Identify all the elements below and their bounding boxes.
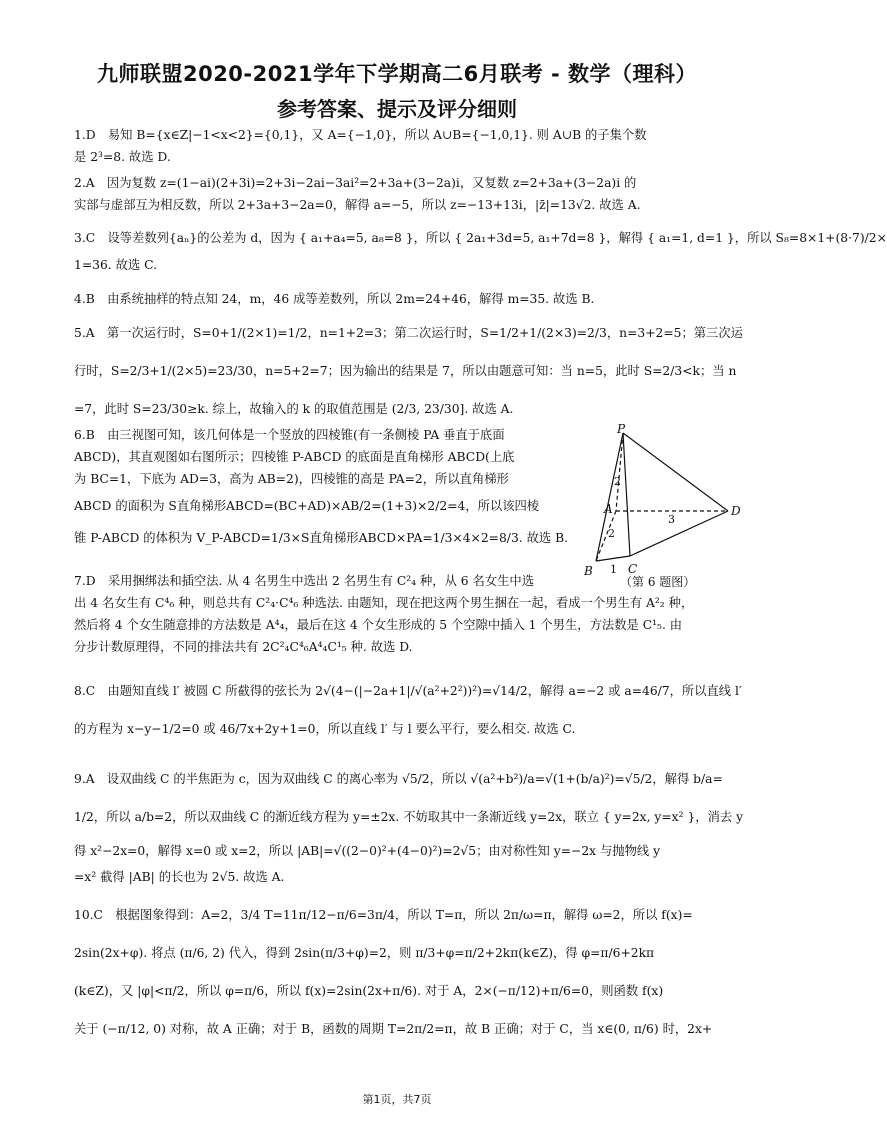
answer-line: 的方程为 x−y−1/2=0 或 46/7x+2y+1=0，所以直线 l′ 与 l 要么平行，要么相交. 故选 C. [74,722,576,736]
answer-line: 实部与虚部互为相反数，所以 2+3a+3−2a=0，解得 a=−5，所以 z=−13+13i，|z̄|=13√2. 故选 A. [74,198,641,212]
answer-6 [74,424,574,554]
answer-line: 是 2³=8. 故选 D. [74,150,171,164]
answer-line: 然后将 4 个女生随意排的方法数是 A⁴₄，最后在这 4 个女生形成的 5 个空隙中插入 1 个男生，方法数是 C¹₅. 由 [74,618,683,632]
answer-line: 3.C 设等差数列{aₙ}的公差为 d，因为 { a₁+a₄=5, a₈=8 }，所以 { 2a₁+3d=5, a₁+7d=8 }，解得 { a₁=1, d=1 }，所以 S₈=8×1+(8·7)/2× [74,231,887,245]
edge-bc [596,556,630,561]
label-ab-length: 2 [608,527,615,540]
answer-line: =x² 截得 |AB| 的长也为 2√5. 故选 A. [74,870,285,884]
answer-5 [74,314,743,428]
figure-caption: （第 6 题图） [620,575,696,589]
label-pa-length: 2 [614,475,621,488]
answer-line: (k∈Z)，又 |φ|<π/2，所以 φ=π/6，所以 f(x)=2sin(2x+π/6). 对于 A，2×(−π/12)+π/6=0，则函数 f(x) [74,984,664,998]
answer-line: 得 x²−2x=0，解得 x=0 或 x=2，所以 |AB|=√((2−0)²+(4−0)²)=2√5；由对称性知 y=−2x 与抛物线 y [74,844,661,858]
answer-9 [74,760,744,888]
answer-1 [74,124,730,168]
edge-pd [623,433,728,511]
edge-pc [623,433,630,556]
pyramid-figure [578,423,743,585]
page-subtitle: 参考答案、提示及评分细则 [277,97,517,121]
answer-line: 4.B 由系统抽样的特点知 24，m，46 成等差数列，所以 2m=24+46，解得 m=35. 故选 B. [74,292,595,306]
edge-pa [616,433,623,511]
answer-line: 5.A 第一次运行时，S=0+1/(2×1)=1/2，n=1+2=3；第二次运行时，S=1/2+1/(2×3)=2/3，n=3+2=5；第三次运 [74,326,743,340]
edge-cd [630,511,728,556]
answer-line: 8.C 由题知直线 l′ 被圆 C 所截得的弦长为 2√(4−(|−2a+1|/√(a²+2²))²)=√14/2，解得 a=−2 或 a=46/7，所以直线 l′ [74,684,742,698]
label-a: A [604,502,613,516]
label-p: P [617,422,626,436]
answer-3 [74,222,887,276]
answer-line: 10.C 根据图象得到：A=2，3/4 T=11π/12−π/6=3π/4，所以 T=π，所以 2π/ω=π，解得 ω=2，所以 f(x)= [74,908,693,922]
page-footer: 第1页，共7页 [362,1093,432,1106]
answer-line: 分步计数原理得，不同的排法共有 2C²₄C⁴₆A⁴₄C¹₅ 种. 故选 D. [74,640,413,654]
answer-line: 出 4 名女生有 C⁴₆ 种，则总共有 C²₄·C⁴₆ 种选法. 由题知，现在把这两个男生捆在一起，看成一个男生有 A²₂ 种， [74,596,694,610]
answer-line: ABCD)，其直观图如右图所示；四棱锥 P-ABCD 的底面是直角梯形 ABCD(上底 [74,450,515,464]
answer-line: 关于 (−π/12, 0) 对称，故 A 正确；对于 B，函数的周期 T=2π/2=π，故 B 正确；对于 C，当 x∈(0, π/6) 时，2x+ [74,1022,713,1036]
edge-pb [596,433,623,561]
answer-2 [74,172,730,216]
answer-line: 1=36. 故选 C. [74,258,157,272]
answer-line: 行时，S=2/3+1/(2×5)=23/30，n=5+2=7；因为输出的结果是 7，所以由题意可知：当 n=5，此时 S=2/3<k；当 n [74,364,737,378]
answer-line: 2sin(2x+φ). 将点 (π/6, 2) 代入，得到 2sin(π/3+φ)=2，则 π/3+φ=π/2+2kπ(k∈Z)，得 φ=π/6+2kπ [74,946,655,960]
page-title: 九师联盟2020-2021学年下学期高二6月联考 - 数学（理科） [96,62,698,86]
answer-line: 为 BC=1，下底为 AD=3，高为 AB=2)，四棱锥的高是 PA=2，所以直角梯形 [74,472,509,486]
answer-8 [74,672,742,748]
answer-line: 1.D 易知 B={x∈Z|−1<x<2}={0,1}，又 A={−1,0}，所以 A∪B={−1,0,1}. 则 A∪B 的子集个数 [74,128,647,142]
answer-line: =7，此时 S=23/30≥k. 综上，故输入的 k 的取值范围是 (2/3, 23/30]. 故选 A. [74,402,514,416]
label-ad-length: 3 [668,513,675,526]
answer-line: ABCD 的面积为 S直角梯形ABCD=(BC+AD)×AB/2=(1+3)×2/2=4，所以该四棱 [74,499,540,513]
answer-line: 9.A 设双曲线 C 的半焦距为 c，因为双曲线 C 的离心率为 √5/2，所以 √(a²+b²)/a=√(1+(b/a)²)=√5/2，解得 b/a= [74,772,723,786]
answer-4 [74,288,730,310]
answer-line: 锥 P-ABCD 的体积为 V_P-ABCD=1/3×S直角梯形ABCD×PA=1/3×4×2=8/3. 故选 B. [74,531,569,545]
label-c: C [628,562,638,576]
answer-10 [74,896,730,1048]
answer-7 [74,570,730,658]
label-b: B [584,564,593,578]
answer-line: 7.D 采用捆绑法和插空法. 从 4 名男生中选出 2 名男生有 C²₄ 种，从 6 名女生中选 [74,574,535,588]
label-bc-length: 1 [610,563,617,576]
answer-line: 2.A 因为复数 z=(1−ai)(2+3i)=2+3i−2ai−3ai²=2+3a+(3−2a)i，又复数 z=2+3a+(3−2a)i 的 [74,176,637,190]
label-d: D [731,504,741,518]
answer-line: 6.B 由三视图可知，该几何体是一个竖放的四棱锥(有一条侧棱 PA 垂直于底面 [74,428,505,442]
answer-line: 1/2，所以 a/b=2，所以双曲线 C 的渐近线方程为 y=±2x. 不妨取其中一条渐近线 y=2x，联立 { y=2x, y=x² }，消去 y [74,810,744,824]
